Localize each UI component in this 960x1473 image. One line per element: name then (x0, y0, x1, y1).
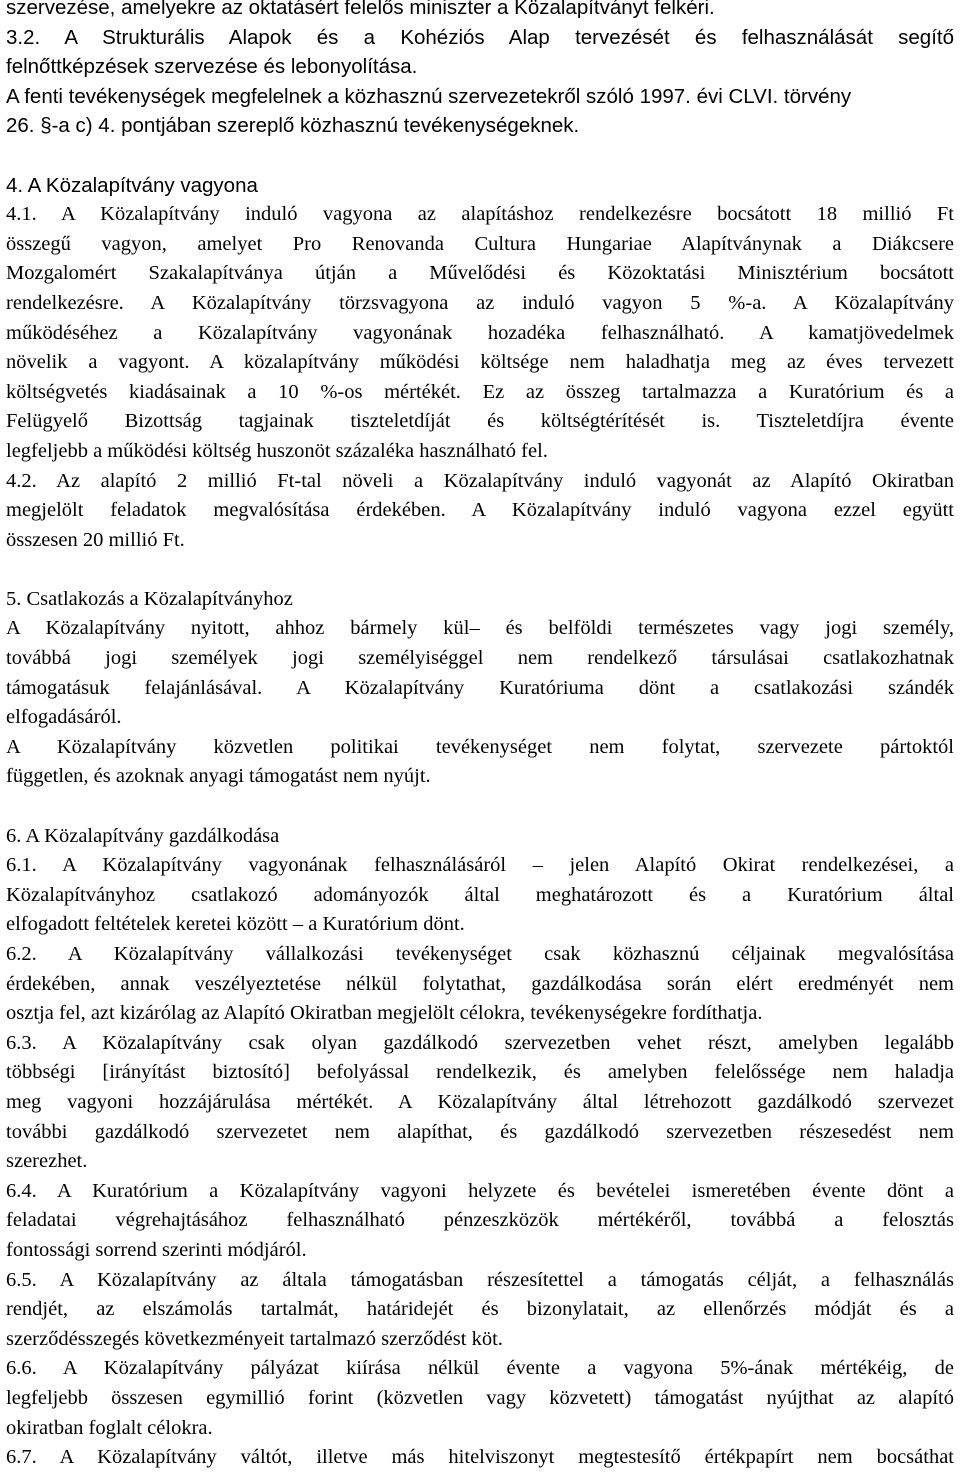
text-line: 6.2. A Közalapítvány vállalkozási tevékenységet csak közhasznú céljainak megvalósítása (6, 943, 954, 965)
text-line: működéséhez a Közalapítvány vagyonának hozadéka felhasználható. A kamatjövedelmek (6, 321, 954, 344)
text-line: Mozgalomért Szakalapítványa útján a Művelődési és Közoktatási Minisztérium bocsátott (6, 262, 954, 285)
text-line: 26. §-a c) 4. pontjában szereplő közhasznú tevékenységeknek. (6, 114, 580, 138)
text-line: A fenti tevékenységek megfelelnek a közhasznú szervezetekről szóló 1997. évi CLVI. törvény (6, 84, 852, 108)
section-5-csatlakozas (6, 585, 954, 792)
section-6-gazdalkodas (6, 822, 954, 1473)
text-line: A Közalapítvány nyitott, ahhoz bármely kül– és belföldi természetes vagy jogi személy, (6, 617, 954, 640)
text-line: további gazdálkodó szervezetet nem alapíthat, és gazdálkodó szervezetben részesedést nem (6, 1120, 954, 1143)
paragraph-gap (6, 555, 954, 585)
text-line: osztja fel, azt kizárólag az Alapító Okiratban megjelölt célokra, tevékenységekre fordíthatja. (6, 1002, 763, 1025)
text-line: Felügyelő Bizottság tagjainak tiszteletdíját és költségtérítését is. Tiszteletdíjra évente (6, 410, 954, 433)
text-line: felnőttképzések szervezése és lebonyolítása. (6, 55, 418, 79)
section-4-vagyona (6, 171, 954, 556)
text-line: támogatásuk felajánlásával. A Közalapítvány Kuratóriuma dönt a csatlakozási szándék (6, 676, 954, 699)
text-line: 6.6. A Közalapítvány pályázat kiírása nélkül évente a vagyona 5%-ának mértékéig, de (6, 1357, 954, 1380)
text-line: független, és azoknak anyagi támogatást nem nyújt. (6, 765, 431, 788)
text-line: 5. Csatlakozás a Közalapítványhoz (6, 587, 293, 610)
text-line: 4.1. A Közalapítvány induló vagyona az alapításhoz rendelkezésre bocsátott 18 millió Ft (6, 203, 954, 226)
text-line: növelik a vagyont. A közalapítvány működési költsége nem haladhatja meg az éves tervezett (6, 351, 954, 374)
text-line: meg vagyoni hozzájárulása mértékét. A Közalapítvány által létrehozott gazdálkodó szervezet (6, 1090, 954, 1113)
text-line: okiratban foglalt célokra. (6, 1416, 213, 1439)
text-line: 6.4. A Kuratórium a Közalapítvány vagyoni helyzete és bevételei ismeretében évente dönt a (6, 1179, 954, 1202)
text-line: 6.7. A Közalapítvány váltót, illetve más hitelviszonyt megtestesítő értékpapírt nem bocsáthat (6, 1446, 954, 1469)
text-line: többségi [irányítást biztosító] befolyással rendelkezik, és amelyben felelőssége nem haladja (6, 1061, 954, 1084)
text-line: szerezhet. (6, 1150, 88, 1173)
text-line: továbbá jogi személyek jogi személyiséggel nem rendelkező társulásai csatlakozhatnak (6, 647, 954, 670)
text-line: legfeljebb a működési költség huszonöt százaléka használható fel. (6, 439, 548, 462)
text-line: érdekében, annak veszélyeztetése nélkül folytathat, gazdálkodása során elért eredményét nem (6, 972, 954, 995)
text-line: 4. A Közalapítvány vagyona (6, 173, 258, 197)
text-line: 6. A Közalapítvány gazdálkodása (6, 824, 280, 847)
paragraph-gap (6, 141, 954, 171)
text-line: 6.3. A Közalapítvány csak olyan gazdálkodó szervezetben vehet részt, amelyben legalább (6, 1031, 954, 1054)
text-line: Közalapítványhoz csatlakozó adományozók által meghatározott és a Kuratórium által (6, 883, 954, 906)
document-page (6, 0, 954, 1473)
text-line: elfogadásáról. (6, 706, 122, 729)
text-line: összesen 20 millió Ft. (6, 528, 185, 551)
text-line: megjelölt feladatok megvalósítása érdekében. A Közalapítvány induló vagyona ezzel együtt (6, 499, 954, 522)
text-line: elfogadott feltételek keretei között – a Kuratórium dönt. (6, 913, 465, 936)
block-top (6, 0, 954, 141)
text-line: költségvetés kiadásainak a 10 %-os mértékét. Ez az összeg tartalmazza a Kuratórium és a (6, 380, 954, 403)
text-line: szervezése, amelyekre az oktatásért felelős miniszter a Közalapítványt felkéri. (6, 0, 715, 19)
text-line: szerződésszegés következményeit tartalmazó szerződést köt. (6, 1327, 503, 1350)
text-line: 6.5. A Közalapítvány az általa támogatásban részesítettel a támogatás célját, a felhasználás (6, 1268, 954, 1291)
text-line: 4.2. Az alapító 2 millió Ft-tal növeli a Közalapítvány induló vagyonát az Alapító Okiratban (6, 469, 954, 492)
text-line: rendjét, az elszámolás tartalmát, határidejét és bizonylatait, az ellenőrzés módját és a (6, 1298, 954, 1321)
paragraph-gap (6, 792, 954, 822)
text-line: összegű vagyon, amelyet Pro Renovanda Cultura Hungariae Alapítványnak a Diákcsere (6, 232, 954, 255)
text-line: rendelkezésre. A Közalapítvány törzsvagyona az induló vagyon 5 %-a. A Közalapítvány (6, 291, 954, 314)
text-line: legfeljebb összesen egymillió forint (közvetlen vagy közvetett) támogatást nyújthat az alapító (6, 1386, 954, 1409)
text-line: 3.2. A Strukturális Alapok és a Kohéziós Alap tervezését és felhasználását segítő (6, 25, 954, 49)
text-line: A Közalapítvány közvetlen politikai tevékenységet nem folytat, szervezete pártoktól (6, 735, 954, 758)
text-line: fontossági sorrend szerinti módjáról. (6, 1238, 307, 1261)
text-line: 6.1. A Közalapítvány vagyonának felhasználásáról – jelen Alapító Okirat rendelkezései, a (6, 854, 954, 877)
text-line: feladatai végrehajtásához felhasználható pénzeszközök mértékéről, továbbá a felosztás (6, 1209, 954, 1232)
